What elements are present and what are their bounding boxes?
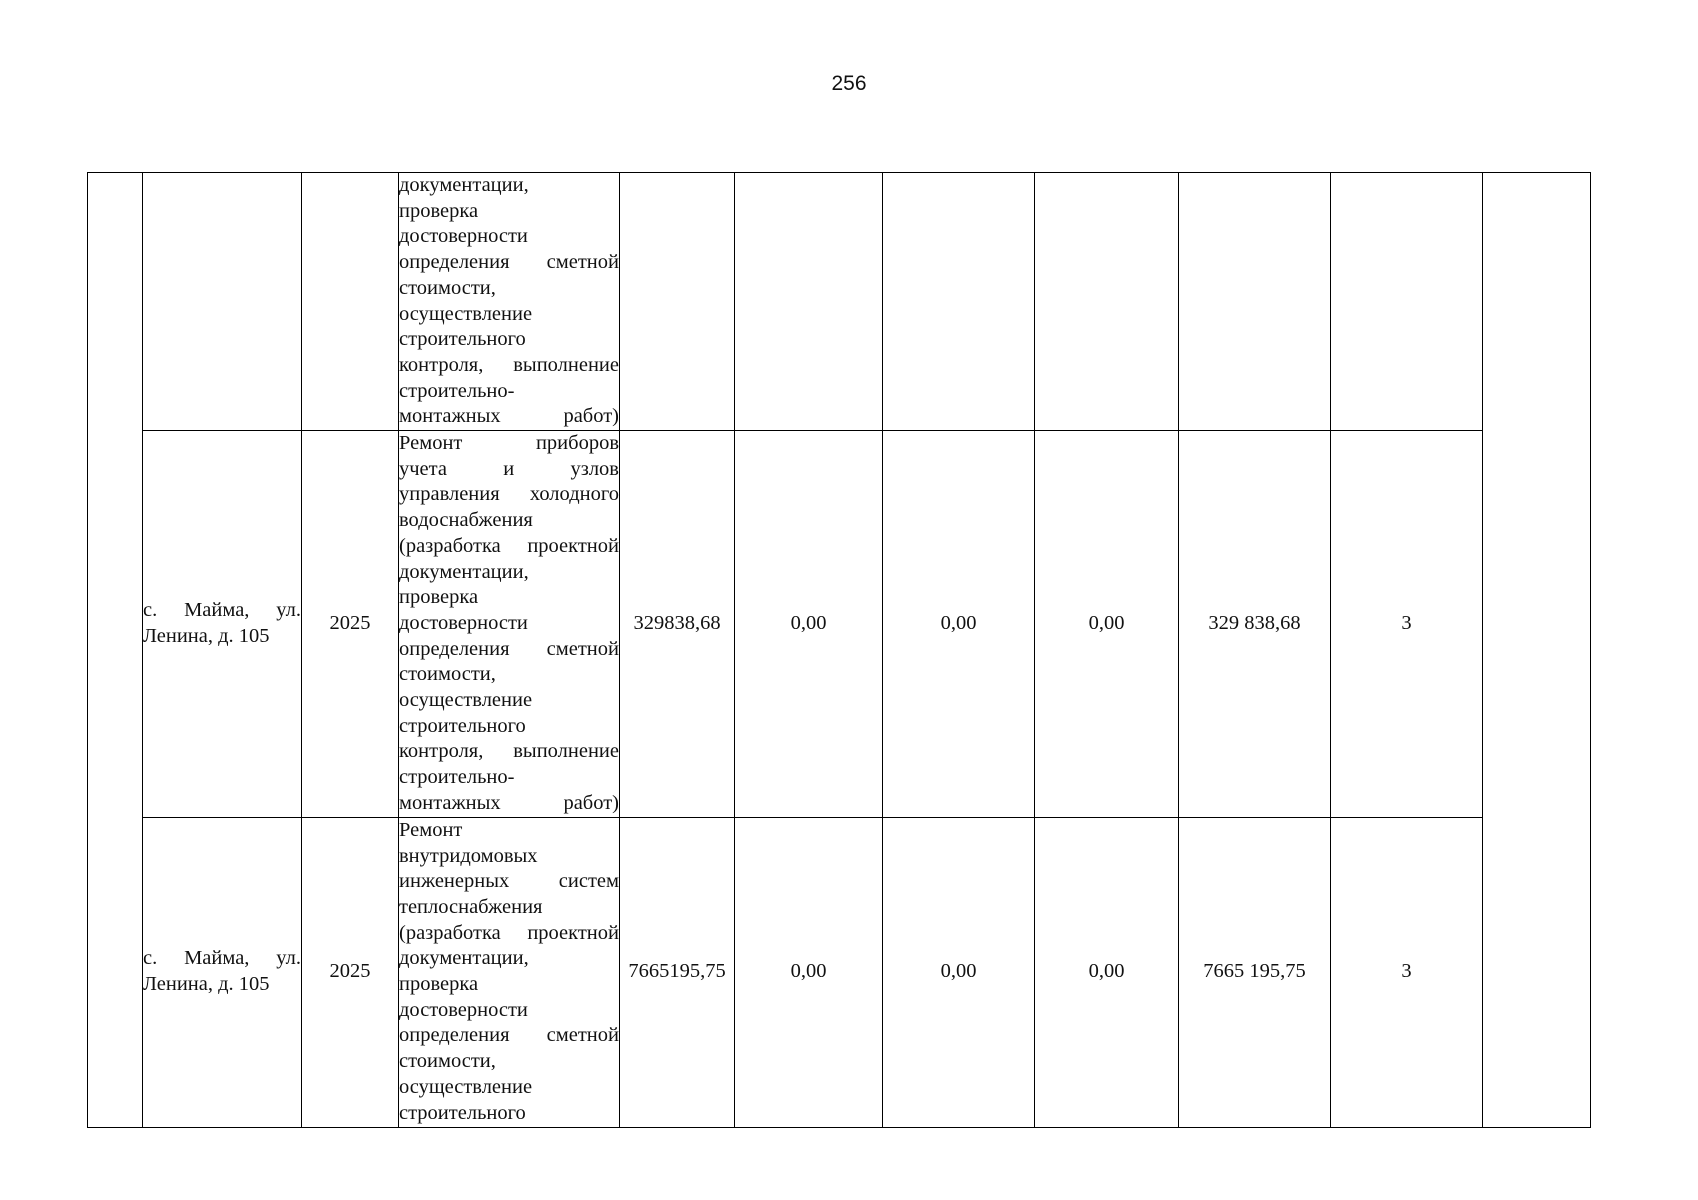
table-row [88,173,1591,431]
description-line: документации, [399,947,529,970]
description-line: монтажных работ) [399,791,619,814]
fund-a-cell: 0,00 [735,817,883,1127]
fund-d-cell: 7665 195,75 [1179,817,1331,1127]
description-line: документации, [399,560,529,583]
fund-b-cell: 0,00 [883,431,1035,818]
description-line: строительного [399,1101,526,1124]
description-line: учета и узлов [399,457,619,480]
works-table [87,172,1591,1128]
description-line: определения сметной [399,637,619,660]
description-line: теплоснабжения [399,895,543,918]
description-line: контроля, выполнение [399,353,619,376]
description-line: стоимости, [399,1050,496,1073]
description-line: строительно- [399,379,515,402]
year-cell: 2025 [302,817,399,1127]
year-cell [302,173,399,431]
address-line2: Ленина, д. 105 [143,973,270,996]
address-cell [143,173,302,431]
description-line: документации, [399,174,529,196]
description-line: проверка [399,199,479,222]
description-line: проверка [399,973,479,996]
description-line: достоверности [399,225,528,248]
description-line: Ремонт [399,818,463,841]
page-number: 256 [831,72,867,95]
description-line: стоимости, [399,276,496,299]
description-line: строительно- [399,766,515,789]
description-line: определения сметной [399,251,619,274]
description-line: определения сметной [399,1024,619,1047]
fund-a-cell: 0,00 [735,431,883,818]
description-line: осуществление [399,689,533,712]
description-cell [399,817,620,1127]
address-line1: с. Майма, ул. [143,599,301,622]
description-line: монтажных работ) [399,405,619,428]
description-line: осуществление [399,1075,533,1098]
fund-d-cell: 329 838,68 [1179,431,1331,818]
trailing-cell [1483,173,1591,1128]
fund-b-cell [883,173,1035,431]
table-row [88,431,1591,818]
address-line2: Ленина, д. 105 [143,624,270,647]
description-cell [399,173,620,431]
description-line: достоверности [399,998,528,1021]
total-cost-cell [620,173,735,431]
address-line1: с. Майма, ул. [143,947,301,970]
description-line: инженерных систем [399,870,619,893]
fund-c-cell: 0,00 [1035,431,1179,818]
fund-d-cell [1179,173,1331,431]
description-line: (разработка проектной [399,534,619,557]
description-cell [399,431,620,818]
address-cell [143,431,302,818]
description-line: проверка [399,586,479,609]
row-number-cell [88,173,143,1128]
total-cost-cell: 329838,68 [620,431,735,818]
count-cell: 3 [1331,817,1483,1127]
description-line: строительного [399,714,526,737]
fund-c-cell: 0,00 [1035,817,1179,1127]
fund-a-cell [735,173,883,431]
description-line: управления холодного [399,483,619,506]
description-line: Ремонт приборов [399,432,619,455]
description-line: внутридомовых [399,844,538,867]
year-cell: 2025 [302,431,399,818]
description-line: водоснабжения [399,509,533,532]
description-line: (разработка проектной [399,921,619,944]
description-line: стоимости, [399,663,496,686]
fund-b-cell: 0,00 [883,817,1035,1127]
description-line: осуществление [399,302,533,325]
description-line: строительного [399,328,526,351]
total-cost-cell: 7665195,75 [620,817,735,1127]
address-cell [143,817,302,1127]
count-cell: 3 [1331,431,1483,818]
table-row [88,817,1591,1127]
description-line: достоверности [399,611,528,634]
count-cell [1331,173,1483,431]
fund-c-cell [1035,173,1179,431]
description-line: контроля, выполнение [399,740,619,763]
